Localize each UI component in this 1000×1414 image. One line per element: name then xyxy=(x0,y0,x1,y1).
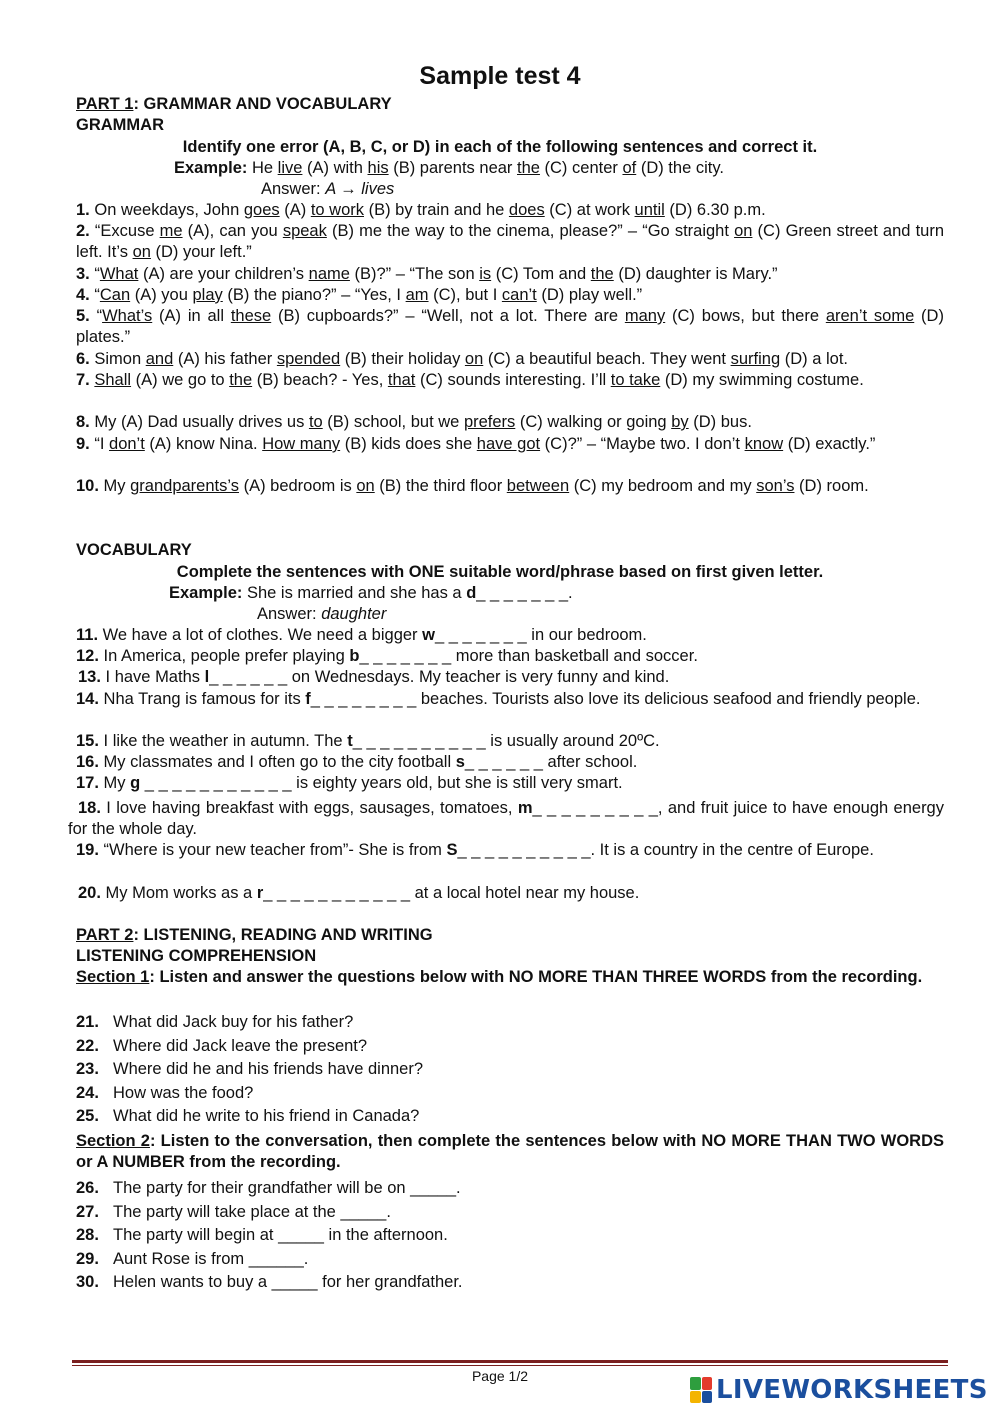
part2-heading: PART 2: LISTENING, READING AND WRITING xyxy=(76,926,433,944)
sentence-text: (A) in all xyxy=(152,307,231,325)
sentence-text: (C) at work xyxy=(544,201,635,219)
grammar-instruction: Identify one error (A, B, C, or D) in each of the following sentences and correct it. xyxy=(182,138,818,156)
sentence-text: (B)?” – “The son xyxy=(349,265,480,283)
underlined-option: many xyxy=(624,307,666,325)
question-18: 18. I love having breakfast with eggs, sausages, tomatoes, m_ _ _ _ _ _ _ _ _, and fruit juice to have enough energy for the whole day. xyxy=(68,799,944,838)
sentence-text: (A) xyxy=(279,201,311,219)
underlined-option: on xyxy=(464,350,484,368)
question-9: 9. “I don’t (A) know Nina. How many (B) kids does she have got (C)?” – “Maybe two. I don’t know (D) exactly.” xyxy=(76,435,876,453)
sentence-text: (A) are your children’s xyxy=(138,265,309,283)
sentence-text: (A) with xyxy=(302,159,368,177)
underlined-option: to take xyxy=(610,371,661,389)
question-16: 16. My classmates and I often go to the city football s_ _ _ _ _ _ after school. xyxy=(76,753,638,771)
listening-question xyxy=(76,1106,944,1127)
given-letter: l xyxy=(204,668,210,686)
sentence-text: (C) Green street and turn left. It’s xyxy=(76,222,945,261)
sentence-text: “ xyxy=(96,307,103,325)
sentence-text: (C) Tom and xyxy=(491,265,591,283)
underlined-option: surfing xyxy=(730,350,781,368)
sentence-text: Simon xyxy=(94,350,146,368)
sentence-text: _ _ _ _ _ _ on Wednesdays. My teacher is very funny and kind. xyxy=(209,668,670,686)
listening-question xyxy=(76,1178,944,1199)
question-2: 2. “Excuse me (A), can you speak (B) me the way to the cinema, please?” – “Go straight on (C) Green street and turn left. It’s on (D) your left.” xyxy=(76,222,945,261)
sentence-text: (C) center xyxy=(539,159,623,177)
question-3: 3. “What (A) are your children’s name (B)?” – “The son is (C) Tom and the (D) daughter is Mary.” xyxy=(76,265,778,283)
underlined-option: aren’t some xyxy=(825,307,915,325)
sentence-text: (B) cupboards?” – “Well, not a lot. There are xyxy=(271,307,625,325)
liveworksheets-icon xyxy=(690,1377,712,1403)
underlined-option: spended xyxy=(276,350,341,368)
sentence-text: My Mom works as a xyxy=(105,884,257,902)
question-12: 12. In America, people prefer playing b_ _ _ _ _ _ _ more than basketball and soccer. xyxy=(76,647,698,665)
underlined-option: Can xyxy=(99,286,131,304)
question-number: 29. xyxy=(76,1249,99,1268)
given-letter: r xyxy=(256,884,264,902)
underlined-option: these xyxy=(230,307,272,325)
underlined-option: on xyxy=(734,222,753,240)
question-number: 30. xyxy=(76,1273,99,1291)
underlined-option: the xyxy=(590,265,614,283)
underlined-option: on xyxy=(356,477,375,495)
sentence-text: _ _ _ _ _ _ _ _ _ _ is usually around 20ºC. xyxy=(352,732,660,750)
sentence-text: (C) bows, but there xyxy=(665,307,826,325)
sentence-text: I have Maths xyxy=(105,668,205,686)
sentence-text: “ xyxy=(94,265,100,283)
underlined-option: name xyxy=(308,265,350,283)
sentence-text: My classmates and I often go to the city football xyxy=(103,753,456,771)
grammar-example: Example: He live (A) with his (B) parents near the (C) center of (D) the city. xyxy=(174,159,724,177)
sentence-text: _ _ _ _ _ _ after school. xyxy=(464,753,638,771)
underlined-option: and xyxy=(145,350,174,368)
section2-instruction: Section 2: Listen to the conversation, then complete the sentences below with NO MORE THAN TWO WORDS or A NUMBER from the recording. xyxy=(76,1132,945,1171)
question-13: 13. I have Maths l_ _ _ _ _ _ on Wednesdays. My teacher is very funny and kind. xyxy=(78,668,670,686)
sentence-text: (B) beach? - Yes, xyxy=(252,371,388,389)
question-10: 10. My grandparents’s (A) bedroom is on (B) the third floor between (C) my bedroom and my son’s (D) room. xyxy=(76,477,869,495)
question-text: The party will take place at the _____. xyxy=(113,1202,391,1221)
sentence-text: (A) his father xyxy=(173,350,277,368)
question-text: Aunt Rose is from ______. xyxy=(113,1249,309,1268)
vocabulary-example-answer: Answer: daughter xyxy=(257,605,387,623)
sentence-text: (D) plates.” xyxy=(76,307,944,346)
listening-question xyxy=(76,1059,944,1080)
sentence-text: (D) room. xyxy=(794,477,869,495)
underlined-option: live xyxy=(277,159,303,177)
sentence-text: (B) by train and he xyxy=(364,201,509,219)
underlined-option: does xyxy=(508,201,545,219)
underlined-option: am xyxy=(405,286,429,304)
sentence-text: (B) parents near xyxy=(388,159,517,177)
question-text: Helen wants to buy a _____ for her grandfather. xyxy=(113,1273,463,1291)
question-number: 25. xyxy=(76,1107,99,1125)
question-number: 27. xyxy=(76,1202,99,1221)
question-11: 11. We have a lot of clothes. We need a bigger w_ _ _ _ _ _ _ in our bedroom. xyxy=(76,626,647,644)
given-letter: g xyxy=(130,774,141,792)
sentence-text: She is married and she has a xyxy=(246,584,467,602)
sentence-text: (B) the piano?” – “Yes, I xyxy=(222,286,406,304)
question-4: 4. “Can (A) you play (B) the piano?” – “Yes, I am (C), but I can’t (D) play well.” xyxy=(76,286,643,304)
sentence-text: (A) know Nina. xyxy=(144,435,263,453)
underlined-option: on xyxy=(132,243,151,261)
question-1: 1. On weekdays, John goes (A) to work (B) by train and he does (C) at work until (D) 6.30 p.m. xyxy=(76,201,766,219)
sentence-text: (B) school, but we xyxy=(322,413,464,431)
question-text: How was the food? xyxy=(113,1083,254,1102)
question-14: 14. Nha Trang is famous for its f_ _ _ _ _ _ _ _ beaches. Tourists also love its delicious seafood and friendly people. xyxy=(76,690,921,708)
sentence-text: _ _ _ _ _ _ _ more than basketball and soccer. xyxy=(359,647,698,665)
given-letter: d xyxy=(466,584,477,602)
sentence-text: (C) my bedroom and my xyxy=(569,477,757,495)
underlined-option: his xyxy=(367,159,389,177)
sentence-text: (B) the third floor xyxy=(374,477,507,495)
grammar-heading: GRAMMAR xyxy=(76,116,164,134)
underlined-option: What’s xyxy=(102,307,153,325)
footer-rule-thin xyxy=(72,1365,948,1366)
sentence-text: _ _ _ _ _ _ _ _ beaches. Tourists also love its delicious seafood and friendly people. xyxy=(310,690,921,708)
underlined-option: speak xyxy=(282,222,327,240)
sentence-text: (B) kids does she xyxy=(340,435,477,453)
sentence-text: (D) bus. xyxy=(688,413,752,431)
sentence-text: (A), can you xyxy=(182,222,283,240)
sentence-text: My xyxy=(103,477,131,495)
sentence-text: I love having breakfast with eggs, sausages, tomatoes, xyxy=(106,799,518,817)
underlined-option: that xyxy=(387,371,416,389)
sentence-text: (C)?” – “Maybe two. I don’t xyxy=(540,435,745,453)
underlined-option: to work xyxy=(310,201,364,219)
sentence-text: (A) you xyxy=(130,286,193,304)
given-letter: b xyxy=(349,647,360,665)
liveworksheets-logo[interactable] xyxy=(690,1374,988,1406)
page-number: Page 1/2 xyxy=(471,1368,529,1384)
underlined-option: me xyxy=(159,222,183,240)
sentence-text: (A) bedroom is xyxy=(238,477,357,495)
sentence-text: _ _ _ _ _ _ _ _ _, and fruit juice to have enough energy for the whole day. xyxy=(68,799,944,838)
underlined-option: by xyxy=(671,413,689,431)
sentence-text: _ _ _ _ _ _ _ in our bedroom. xyxy=(434,626,647,644)
sentence-text: I like the weather in autumn. The xyxy=(103,732,348,750)
listening-question xyxy=(76,1249,944,1270)
underlined-option: have got xyxy=(476,435,541,453)
sentence-text: (D) your left.” xyxy=(150,243,252,261)
question-6: 6. Simon and (A) his father spended (B) their holiday on (C) a beautiful beach. They went surfing (D) a lot. xyxy=(76,350,848,368)
underlined-option: can’t xyxy=(501,286,537,304)
underlined-option: How many xyxy=(262,435,341,453)
question-number: 24. xyxy=(76,1083,99,1102)
underlined-option: play xyxy=(192,286,223,304)
given-letter: s xyxy=(455,753,465,771)
question-text: The party will begin at _____ in the afternoon. xyxy=(113,1226,448,1244)
sentence-text: We have a lot of clothes. We need a bigger xyxy=(102,626,423,644)
sentence-text: _ _ _ _ _ _ _ _ _ _ _ at a local hotel near my house. xyxy=(263,884,640,902)
page-title: Sample test 4 xyxy=(419,62,581,90)
listening-question xyxy=(76,1202,944,1223)
sentence-text: (D) 6.30 p.m. xyxy=(664,201,766,219)
sentence-text: (B) their holiday xyxy=(340,350,465,368)
listening-question xyxy=(76,1083,944,1104)
question-text: Where did he and his friends have dinner? xyxy=(113,1060,424,1078)
underlined-option: is xyxy=(479,265,492,283)
sentence-text: (C) walking or going xyxy=(515,413,672,431)
underlined-option: the xyxy=(517,159,540,177)
sentence-text: “I xyxy=(94,435,110,453)
sentence-text: (D) a lot. xyxy=(780,350,848,368)
underlined-option: don’t xyxy=(109,435,145,453)
given-letter: w xyxy=(422,626,435,644)
underlined-option: What xyxy=(99,265,139,283)
sentence-text: (D) daughter is Mary.” xyxy=(613,265,778,283)
listening-question xyxy=(76,1225,944,1246)
sentence-text: “Excuse xyxy=(94,222,160,240)
grammar-example-answer: Answer: A → lives xyxy=(261,180,395,198)
vocabulary-example: Example: She is married and she has a d_ _ _ _ _ _ _. xyxy=(169,584,573,602)
vocabulary-heading: VOCABULARY xyxy=(76,541,192,559)
sentence-text: (A) we go to xyxy=(131,371,230,389)
question-19: 19. “Where is your new teacher from”- She is from S_ _ _ _ _ _ _ _ _ _. It is a country in the centre of Europe. xyxy=(76,841,874,859)
underlined-option: to xyxy=(308,413,323,431)
underlined-option: of xyxy=(622,159,637,177)
question-text: Where did Jack leave the present? xyxy=(113,1036,368,1055)
sentence-text: “Where is your new teacher from”- She is from xyxy=(103,841,447,859)
sentence-text: In America, people prefer playing xyxy=(103,647,350,665)
underlined-option: son’s xyxy=(756,477,795,495)
question-8: 8. My (A) Dad usually drives us to (B) school, but we prefers (C) walking or going by (D) bus. xyxy=(76,413,752,431)
given-letter: f xyxy=(305,690,311,708)
question-17: 17. My g _ _ _ _ _ _ _ _ _ _ _ is eighty years old, but she is still very smart. xyxy=(76,774,623,792)
question-number: 23. xyxy=(76,1060,99,1078)
sentence-text: On weekdays, John xyxy=(94,201,244,219)
sentence-text: My xyxy=(103,774,131,792)
listening-heading: LISTENING COMPREHENSION xyxy=(76,947,317,965)
question-20: 20. My Mom works as a r_ _ _ _ _ _ _ _ _ _ _ at a local hotel near my house. xyxy=(78,884,640,902)
underlined-option: prefers xyxy=(463,413,516,431)
question-number: 26. xyxy=(76,1179,99,1197)
sentence-text: (C) sounds interesting. I’ll xyxy=(415,371,611,389)
underlined-option: between xyxy=(506,477,570,495)
sentence-text: _ _ _ _ _ _ _ _ _ _. It is a country in the centre of Europe. xyxy=(457,841,874,859)
vocabulary-instruction: Complete the sentences with ONE suitable word/phrase based on first given letter. xyxy=(176,563,824,581)
sentence-text: (D) play well.” xyxy=(536,286,643,304)
underlined-option: the xyxy=(229,371,253,389)
underlined-option: know xyxy=(744,435,784,453)
question-15: 15. I like the weather in autumn. The t_ _ _ _ _ _ _ _ _ _ is usually around 20ºC. xyxy=(76,732,660,750)
sentence-text: (D) exactly.” xyxy=(783,435,876,453)
underlined-option: goes xyxy=(243,201,280,219)
question-number: 28. xyxy=(76,1226,99,1244)
question-text: What did he write to his friend in Canada? xyxy=(113,1107,420,1125)
given-letter: t xyxy=(347,732,353,750)
question-7: 7. Shall (A) we go to the (B) beach? - Yes, that (C) sounds interesting. I’ll to take (D) my swimming costume. xyxy=(76,371,864,389)
sentence-text: (D) the city. xyxy=(636,159,724,177)
question-text: What did Jack buy for his father? xyxy=(113,1013,354,1031)
given-letter: m xyxy=(517,799,533,817)
sentence-text: My (A) Dad usually drives us xyxy=(94,413,309,431)
liveworksheets-brand: LIVEWORKSHEETS xyxy=(716,1375,988,1405)
sentence-text: “ xyxy=(94,286,100,304)
sentence-text: (D) my swimming costume. xyxy=(660,371,864,389)
sentence-text: (B) me the way to the cinema, please?” – “Go straight xyxy=(326,222,735,240)
question-5: 5. “What’s (A) in all these (B) cupboards?” – “Well, not a lot. There are many (C) bows, but there aren’t some (D) plates.” xyxy=(76,307,944,346)
section1-instruction: Section 1: Listen and answer the questions below with NO MORE THAN THREE WORDS from the recording. xyxy=(76,968,923,986)
question-text: The party for their grandfather will be on _____. xyxy=(113,1179,461,1197)
listening-question xyxy=(76,1272,944,1293)
sentence-text: (C) a beautiful beach. They went xyxy=(483,350,731,368)
sentence-text: _ _ _ _ _ _ _ _ _ _ _ is eighty years old, but she is still very smart. xyxy=(140,774,623,792)
underlined-option: until xyxy=(634,201,665,219)
sentence-text: _ _ _ _ _ _ _. xyxy=(476,584,573,602)
part1-heading: PART 1: GRAMMAR AND VOCABULARY xyxy=(76,95,392,113)
sentence-text: (C), but I xyxy=(428,286,502,304)
underlined-option: grandparents’s xyxy=(130,477,239,495)
sentence-text: Nha Trang is famous for its xyxy=(103,690,306,708)
given-letter: S xyxy=(446,841,458,859)
underlined-option: Shall xyxy=(94,371,132,389)
question-number: 22. xyxy=(76,1036,99,1055)
footer-rule xyxy=(72,1360,948,1363)
question-number: 21. xyxy=(76,1013,99,1031)
listening-question xyxy=(76,1012,944,1033)
sentence-text: He xyxy=(251,159,278,177)
listening-question xyxy=(76,1036,944,1057)
